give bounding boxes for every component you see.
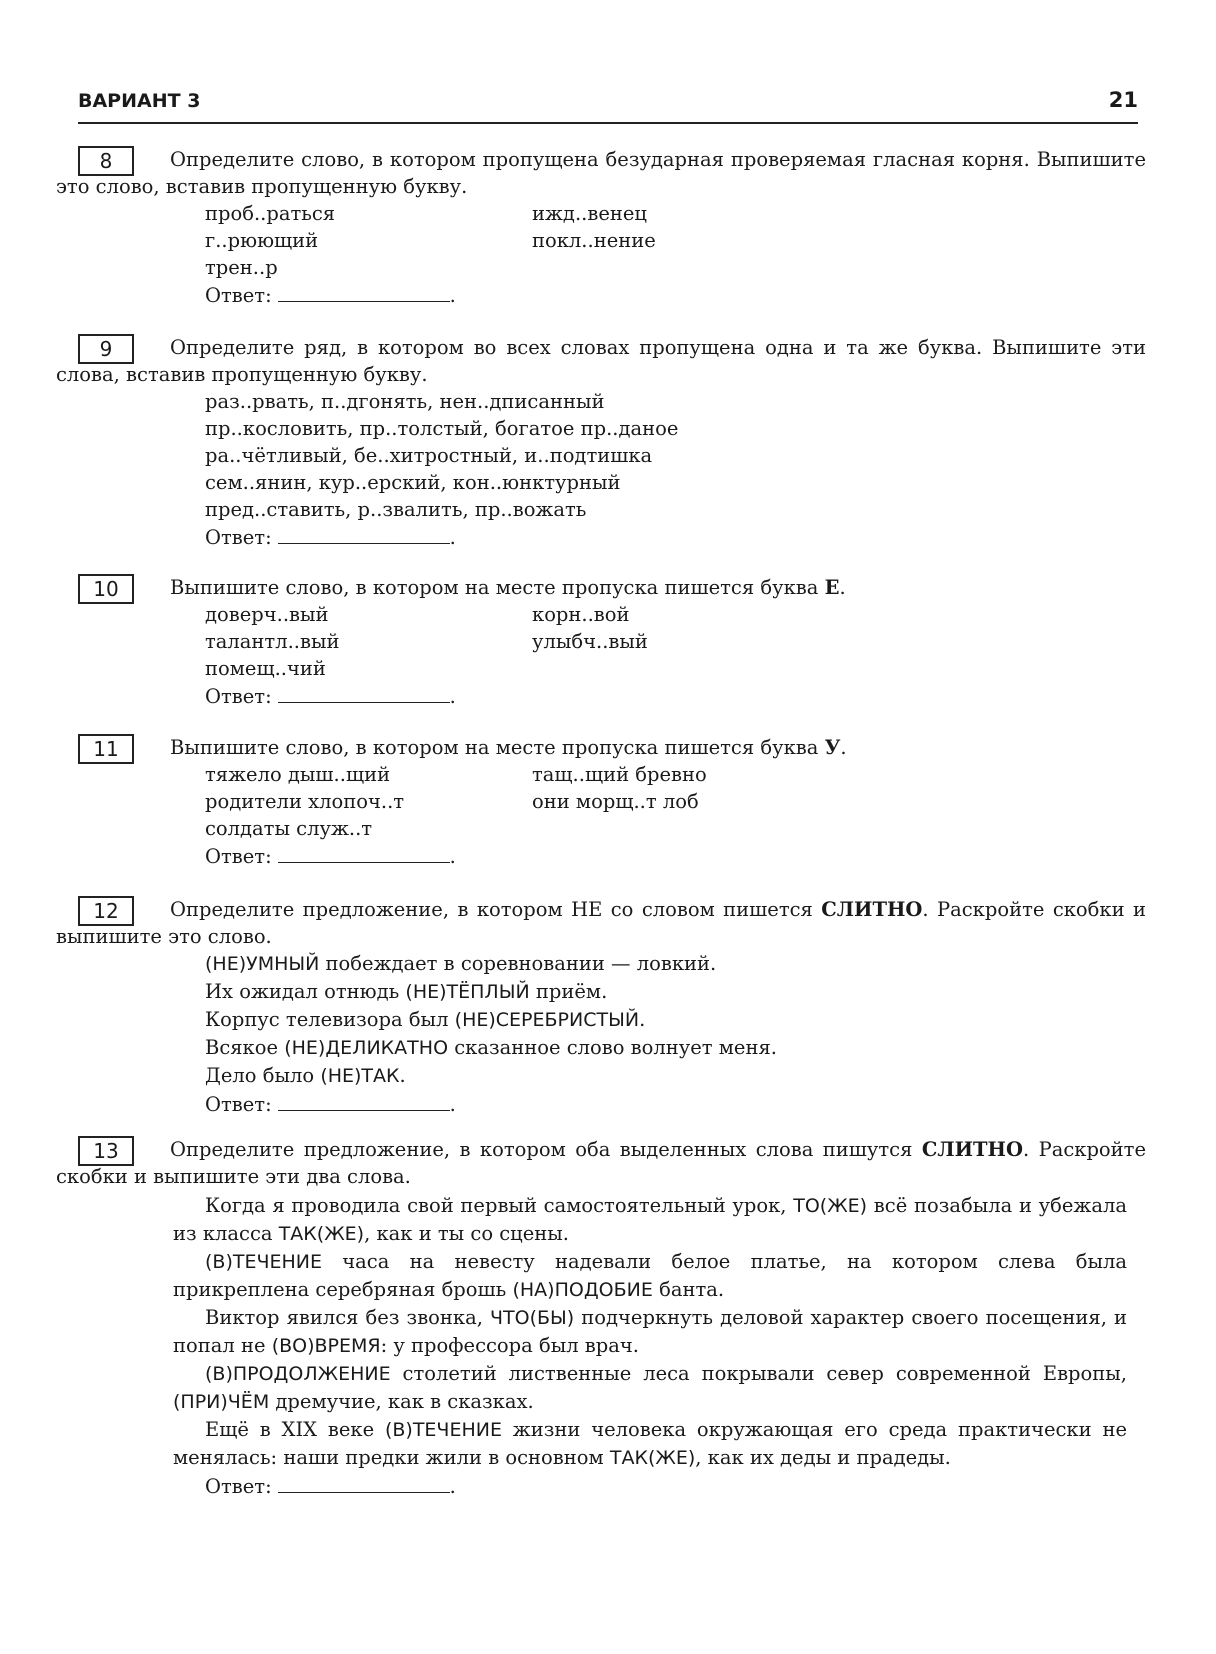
answer-dot: . xyxy=(449,685,456,708)
sentence-option: Виктор явился без звонка, ЧТО(БЫ) подчеркнуть деловой характер своего посещения, и попал не (ВО)ВРЕМЯ: у профессора был врач. xyxy=(173,1306,1128,1357)
task-prompt: Определите слово, в котором пропущена безударная проверяемая гласная корня. Выпишите это слово, вставив пропущенную букву. xyxy=(56,148,1146,198)
answer-row xyxy=(205,842,1138,872)
task-number-box: 9 xyxy=(78,334,134,364)
task-number-box: 13 xyxy=(78,1136,134,1166)
sentence-option: (В)ТЕЧЕНИЕ часа на невесту надевали белое платье, на котором слева была прикреплена серебряная брошь (НА)ПОДОБИЕ банта. xyxy=(173,1250,1127,1301)
answer-dot: . xyxy=(449,526,456,549)
word-row: пр..кословить, пр..толстый, богатое пр..даное xyxy=(205,417,679,440)
answer-row xyxy=(205,1090,1138,1120)
word-option: родители хлопоч..т xyxy=(205,790,405,813)
task-12 xyxy=(56,896,1147,1120)
answer-input-line[interactable] xyxy=(278,527,450,544)
answer-input-line[interactable] xyxy=(278,285,450,302)
target-letter: Е xyxy=(824,576,840,599)
sentence-options xyxy=(205,950,1138,1090)
answer-input-line[interactable] xyxy=(278,846,450,863)
sentence-option: (НЕ)УМНЫЙ побеждает в соревновании — ловкий. xyxy=(205,952,717,975)
word-option: корн..вой xyxy=(532,603,630,626)
answer-input-line[interactable] xyxy=(278,686,450,703)
answer-label: Ответ: xyxy=(205,526,272,549)
word-options xyxy=(205,200,1138,281)
word-option: помещ..чий xyxy=(205,657,326,680)
word-row: ра..чётливый, бе..хитростный, и..подтишка xyxy=(205,444,653,467)
answer-input-line[interactable] xyxy=(278,1094,450,1111)
answer-dot: . xyxy=(449,1475,456,1498)
word-option: солдаты служ..т xyxy=(205,817,373,840)
answer-row xyxy=(205,523,1138,553)
sentence-option: Когда я проводила свой первый самостоятельный урок, ТО(ЖЕ) всё позабыла и убежала из класса ТАК(ЖЕ), как и ты со сцены. xyxy=(173,1194,1127,1245)
sentence-option: Их ожидал отнюдь (НЕ)ТЁПЛЫЙ приём. xyxy=(205,980,608,1003)
answer-dot: . xyxy=(449,845,456,868)
task-number-box: 11 xyxy=(78,734,134,764)
task-13 xyxy=(56,1136,1146,1502)
answer-label: Ответ: xyxy=(205,1093,272,1116)
task-prompt: Определите ряд, в котором во всех словах пропущена одна и та же буква. Выпишите эти слова, вставив пропущенную букву. xyxy=(56,336,1146,386)
answer-row xyxy=(205,281,1138,311)
word-option: тащ..щий бревно xyxy=(532,763,707,786)
word-option: тяжело дыш..щий xyxy=(205,763,391,786)
word-row: раз..рвать, п..дгонять, нен..дписанный xyxy=(205,390,605,413)
word-rows xyxy=(205,388,1138,523)
sentence-option: Корпус телевизора был (НЕ)СЕРЕБРИСТЫЙ. xyxy=(205,1008,646,1031)
sentence-option: Дело было (НЕ)ТАК. xyxy=(205,1064,406,1087)
sentence-option: (В)ПРОДОЛЖЕНИЕ столетий лиственные леса покрывали север современной Европы, (ПРИ)ЧЁМ дремучие, как в сказках. xyxy=(173,1362,1127,1413)
word-option: талантл..вый xyxy=(205,630,340,653)
word-option: ижд..венец xyxy=(532,202,647,225)
answer-dot: . xyxy=(449,1093,456,1116)
task-prompt: Определите предложение, в котором оба выделенных слова пишутся СЛИТНО. Раскройте скобки и выпишите эти два слова. xyxy=(56,1138,1146,1188)
answer-dot: . xyxy=(449,284,456,307)
word-option: покл..нение xyxy=(532,229,656,252)
word-options xyxy=(205,601,1138,682)
task-number-box: 8 xyxy=(78,146,134,176)
task-8 xyxy=(56,146,1146,311)
target-letter: У xyxy=(824,736,841,759)
answer-label: Ответ: xyxy=(205,1475,272,1498)
task-number-box: 12 xyxy=(78,896,134,926)
word-option: проб..раться xyxy=(205,202,336,225)
word-row: пред..ставить, р..звалить, пр..вожать xyxy=(205,498,587,521)
answer-row xyxy=(205,682,1138,712)
word-option: они морщ..т лоб xyxy=(532,790,699,813)
word-options xyxy=(205,761,1138,842)
answer-label: Ответ: xyxy=(205,284,272,307)
word-option: улыбч..вый xyxy=(532,630,648,653)
answer-label: Ответ: xyxy=(205,685,272,708)
task-prompt: Выпишите слово, в котором на месте пропуска пишется буква Е. xyxy=(170,576,846,599)
page-number: 21 xyxy=(1108,88,1138,112)
sentence-option: Всякое (НЕ)ДЕЛИКАТНО сказанное слово волнует меня. xyxy=(205,1036,777,1059)
page-header xyxy=(78,86,1138,124)
word-row: сем..янин, кур..ерский, кон..юнктурный xyxy=(205,471,621,494)
sentence-option: Ещё в XIX веке (В)ТЕЧЕНИЕ жизни человека окружающая его среда практически не менялась: наши предки жили в основном ТАК(ЖЕ), как их деды и прадеды. xyxy=(173,1418,1127,1469)
answer-row xyxy=(205,1472,1138,1502)
task-number-box: 10 xyxy=(78,574,134,604)
answer-input-line[interactable] xyxy=(278,1476,450,1493)
variant-title: ВАРИАНТ 3 xyxy=(78,90,201,112)
task-11 xyxy=(78,734,1138,872)
emphasis-word: СЛИТНО xyxy=(821,898,923,921)
word-option: трен..р xyxy=(205,256,278,279)
task-9 xyxy=(56,334,1146,553)
word-option: доверч..вый xyxy=(205,603,329,626)
answer-label: Ответ: xyxy=(205,845,272,868)
word-option: г..рюющий xyxy=(205,229,319,252)
task-prompt: Выпишите слово, в котором на месте пропуска пишется буква У. xyxy=(170,736,847,759)
task-prompt: Определите предложение, в котором НЕ со словом пишется СЛИТНО. Раскройте скобки и выпишите это слово. xyxy=(56,898,1147,948)
task-10 xyxy=(78,574,1138,712)
emphasis-word: СЛИТНО xyxy=(921,1138,1023,1161)
